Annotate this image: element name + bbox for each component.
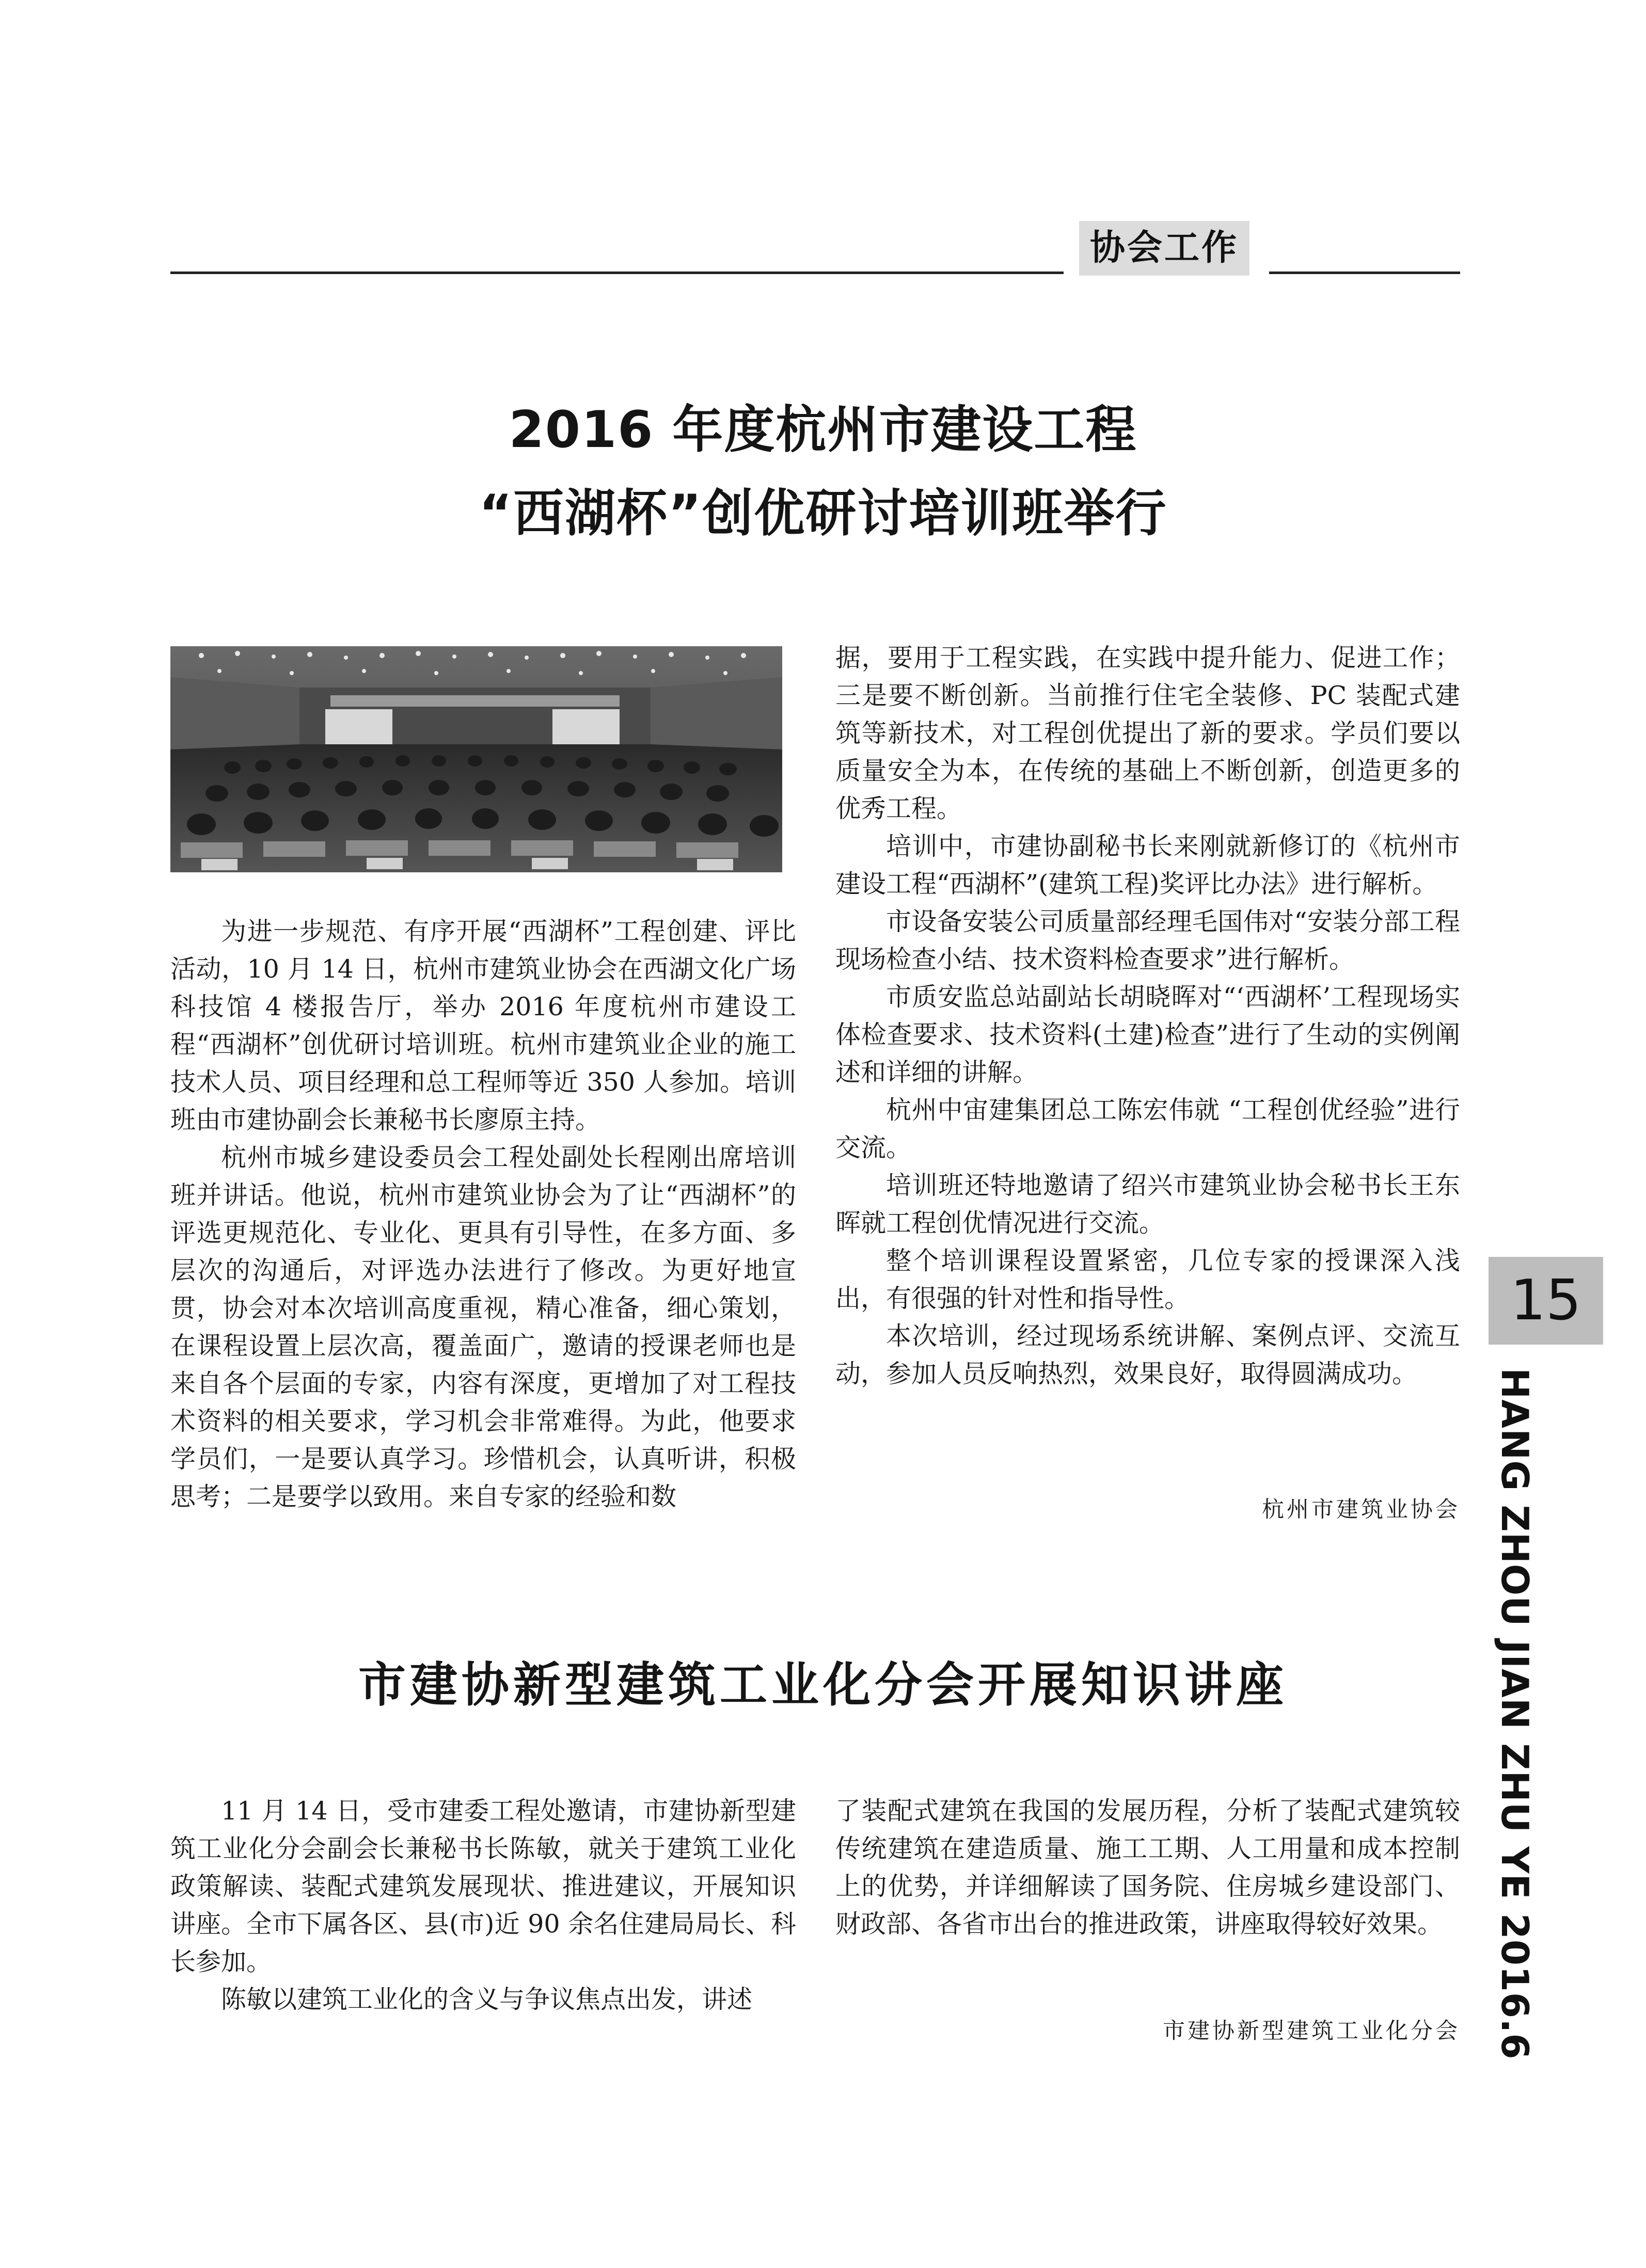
article2-paragraph: 11 月 14 日，受市建委工程处邀请，市建协新型建筑工业化分会副会长兼秘书长陈敏，就关于建筑工业化政策解读、装配式建筑发展现状、推进建议，开展知识讲座。全市下属各区、县(市)近 90 余名住建局局长、科长参加。 bbox=[170, 1796, 796, 1976]
article1-paragraph: 杭州中宙建集团总工陈宏伟就 “工程创优经验”进行交流。 bbox=[835, 1095, 1460, 1162]
article1-paragraph: 据，要用于工程实践，在实践中提升能力、促进工作；三是要不断创新。当前推行住宅全装修、PC 装配式建筑等新技术，对工程创优提出了新的要求。学员们要以质量安全为本，在传统的基础上不断创新，创造更多的优秀工程。 bbox=[835, 643, 1460, 823]
article1-paragraph: 市质安监总站副站长胡晓晖对“‘西湖杯’工程现场实体检查要求、技术资料(土建)检查”进行了生动的实例阐述和详细的讲解。 bbox=[835, 982, 1460, 1087]
article1-paragraph: 市设备安装公司质量部经理毛国伟对“安装分部工程现场检查小结、技术资料检查要求”进行解析。 bbox=[835, 907, 1460, 974]
article1-left-column bbox=[170, 913, 796, 1515]
conference-photo-image bbox=[170, 646, 782, 872]
article1-paragraph: 本次培训，经过现场系统讲解、案例点评、交流互动，参加人员反响热烈，效果良好，取得圆满成功。 bbox=[835, 1321, 1460, 1388]
article2-left-column bbox=[170, 1792, 796, 2018]
section-label: 协会工作 bbox=[1079, 221, 1249, 276]
article1-title-line2: “西湖杯”创优研讨培训班举行 bbox=[479, 484, 1167, 543]
article1-title-line1: 2016 年度杭州市建设工程 bbox=[509, 401, 1137, 459]
article2-paragraph: 了装配式建筑在我国的发展历程，分析了装配式建筑较传统建筑在建造质量、施工工期、人工用量和成本控制上的优势，并详细解读了国务院、住房城乡建设部门、财政部、各省市出台的推进政策，讲座取得较好效果。 bbox=[835, 1796, 1460, 1939]
article2-paragraph: 陈敏以建筑工业化的含义与争议焦点出发，讲述 bbox=[221, 1985, 753, 2014]
article1-paragraph: 培训中，市建协副秘书长来刚就新修订的《杭州市建设工程“西湖杯”(建筑工程)奖评比办法》进行解析。 bbox=[835, 832, 1460, 899]
article1-paragraph: 培训班还特地邀请了绍兴市建筑业协会秘书长王东晖就工程创优情况进行交流。 bbox=[835, 1171, 1460, 1238]
article1-paragraph: 为进一步规范、有序开展“西湖杯”工程创建、评比活动，10 月 14 日，杭州市建筑业协会在西湖文化广场科技馆 4 楼报告厅，举办 2016 年度杭州市建设工程“西湖杯”创优研讨培训班。杭州市建筑业企业的施工技术人员、项目经理和总工程师等近 350 人参加。培训班由市建协副会长兼秘书长廖原主持。 bbox=[170, 917, 796, 1135]
article1-paragraph: 杭州市城乡建设委员会工程处副处长程刚出席培训班并讲话。他说，杭州市建筑业协会为了让“西湖杯”的评选更规范化、专业化、更具有引导性，在多方面、多层次的沟通后，对评选办法进行了修改。为更好地宣贯，协会对本次培训高度重视，精心准备，细心策划，在课程设置上层次高，覆盖面广，邀请的授课老师也是来自各个层面的专家，内容有深度，更增加了对工程技术资料的相关要求，学习机会非常难得。为此，他要求学员们，一是要认真学习。珍惜机会，认真听讲，积极思考；二是要学以致用。来自专家的经验和数 bbox=[170, 1143, 796, 1511]
header-rule-left bbox=[170, 271, 1064, 274]
article2-byline: 市建协新型建筑工业化分会 bbox=[1163, 2018, 1460, 2044]
article2-right-column bbox=[835, 1792, 1460, 1943]
article1-right-column bbox=[835, 639, 1460, 1393]
journal-name: HANG ZHOU JIAN ZHU YE 2016.6 bbox=[1493, 1368, 1537, 2060]
conference-photo bbox=[170, 646, 782, 872]
header-rule-right bbox=[1269, 271, 1460, 274]
article2-title: 市建协新型建筑工业化分会开展知识讲座 bbox=[358, 1657, 1288, 1713]
article1-byline: 杭州市建筑业协会 bbox=[1262, 1497, 1460, 1523]
page-number: 15 bbox=[1489, 1257, 1603, 1345]
article1-paragraph: 整个培训课程设置紧密，几位专家的授课深入浅出，有很强的针对性和指导性。 bbox=[835, 1246, 1460, 1313]
